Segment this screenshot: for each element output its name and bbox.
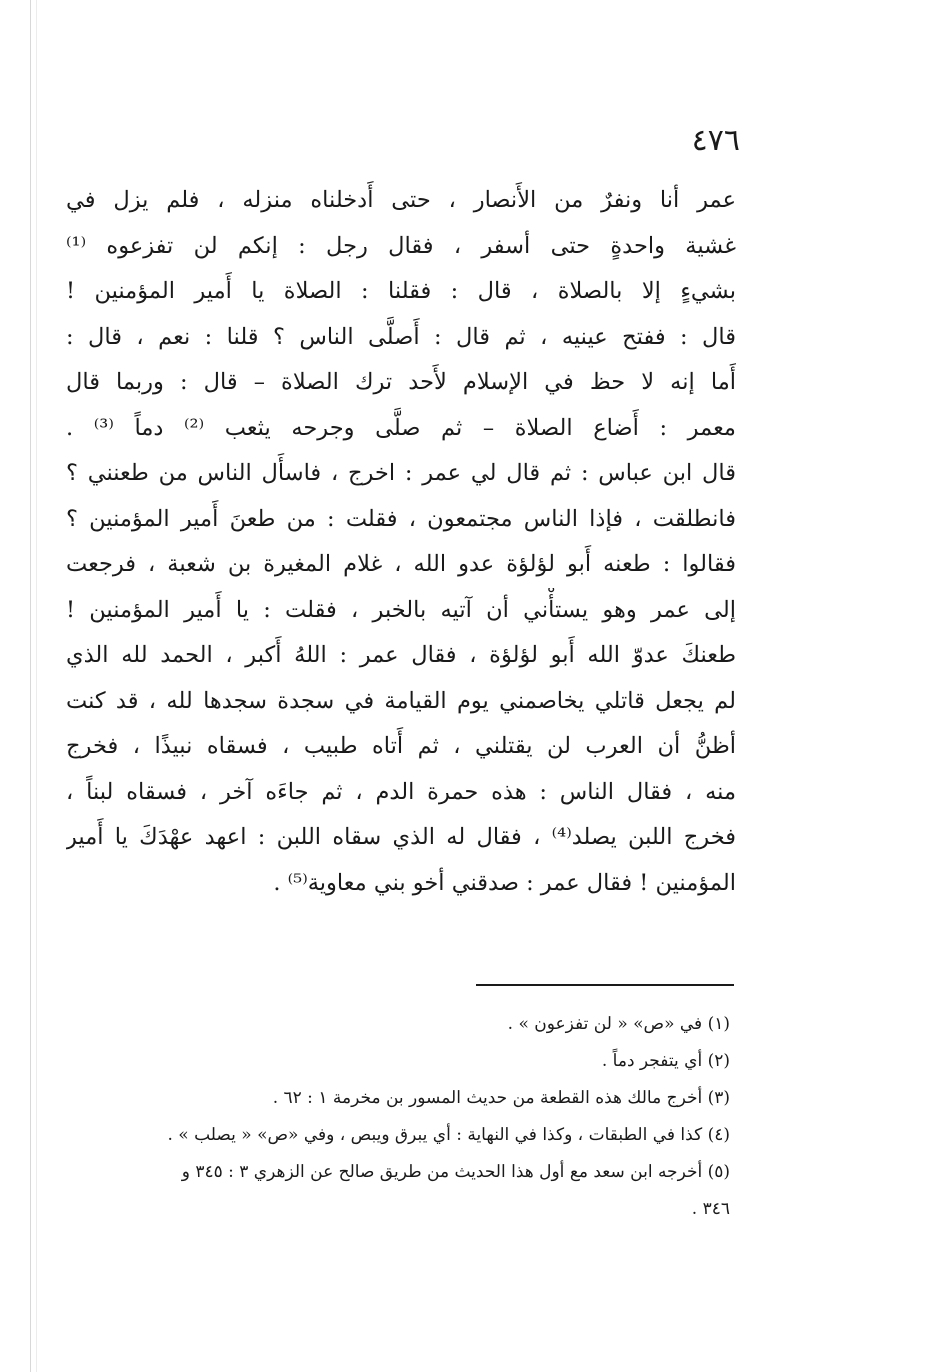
footnote-item: (٥) أخرجه ابن سعد مع أول هذا الحديث من طريق صالح عن الزهري ٣ : ٣٤٥ و (181, 1162, 730, 1182)
text-line: قال ابن عباس : ثم قال لي عمر : اخرج ، فاسأَل الناس من طعنني ؟ (66, 460, 736, 486)
footnote-item: (١) في «ص» « لن تفزعون » . (507, 1014, 730, 1034)
scan-edge-line (36, 0, 37, 1372)
text-line: أَما إنه لا حظ في الإسلام لأَحد ترك الصلاة – قال : وربما قال (66, 369, 736, 395)
text-line: طعنكَ عدوّ الله أَبو لؤلؤة ، فقال عمر : اللهُ أَكبر ، الحمد لله الذي (66, 642, 736, 668)
footnote-item: (٤) كذا في الطبقات ، وكذا في النهاية : أي يبرق ويبص ، وفي «ص» « يصلب » . (167, 1125, 730, 1145)
text-line: معمر : أَضاع الصلاة – ثم صلَّى وجرحه يثعب ⁽²⁾ دماً ⁽³⁾ . (66, 414, 736, 441)
footnote-separator (476, 984, 734, 986)
text-line: بشيءٍ إلا بالصلاة ، قال : فقلنا : الصلاة يا أَمير المؤمنين ! (66, 278, 736, 304)
footnote-continuation: ٣٤٦ . (691, 1199, 730, 1219)
text-line: فخرج اللبن يصلد⁽⁴⁾ ، فقال له الذي سقاه اللبن : اعهد عهْدَكَ يا أَمير (66, 824, 736, 850)
scan-edge-line (30, 0, 31, 1372)
text-line: منه ، فقال الناس : هذه حمرة الدم ، ثم جاءَه آخر ، فسقاه لبناً ، (66, 778, 736, 805)
text-line: غشية واحدةٍ حتى أسفر ، فقال رجل : إنكم لن تفزعوه ⁽¹⁾ (66, 232, 736, 259)
text-line: إلى عمر وهو يستأْني أن آتيه بالخبر ، فقلت : يا أَمير المؤمنين ! (66, 596, 736, 623)
text-line: قال : ففتح عينيه ، ثم قال : أَصلَّى الناس ؟ قلنا : نعم ، قال : (66, 323, 736, 350)
text-line: فانطلقت ، فإذا الناس مجتمعون ، فقلت : من طعنَ أَمير المؤمنين ؟ (66, 505, 736, 532)
text-line: عمر أنا ونفرٌ من الأَنصار ، حتى أَدخلناه منزله ، فلم يزل في (66, 187, 736, 213)
text-line: فقالوا : طعنه أَبو لؤلؤة عدو الله ، غلام المغيرة بن شعبة ، فرجعت (66, 551, 736, 577)
main-text-block (66, 178, 736, 906)
text-line: لم يجعل قاتلي يخاصمني يوم القيامة في سجدة سجدها لله ، قد كنت (66, 687, 736, 714)
text-line: أظنُّ أن العرب لن يقتلني ، ثم أَتاه طبيب ، فسقاه نبيذًا ، فخرج (66, 733, 736, 759)
footnote-item: (٢) أي يتفجر دماً . (601, 1051, 730, 1071)
footnotes-block (150, 1006, 730, 1228)
page-number: ٤٧٦ (691, 123, 740, 158)
footnote-item: (٣) أخرج مالك هذه القطعة من حديث المسور بن مخرمة ١ : ٦٢ . (272, 1088, 730, 1108)
text-line: المؤمنين ! فقال عمر : صدقني أخو بني معاوية⁽⁵⁾ . (273, 869, 736, 896)
